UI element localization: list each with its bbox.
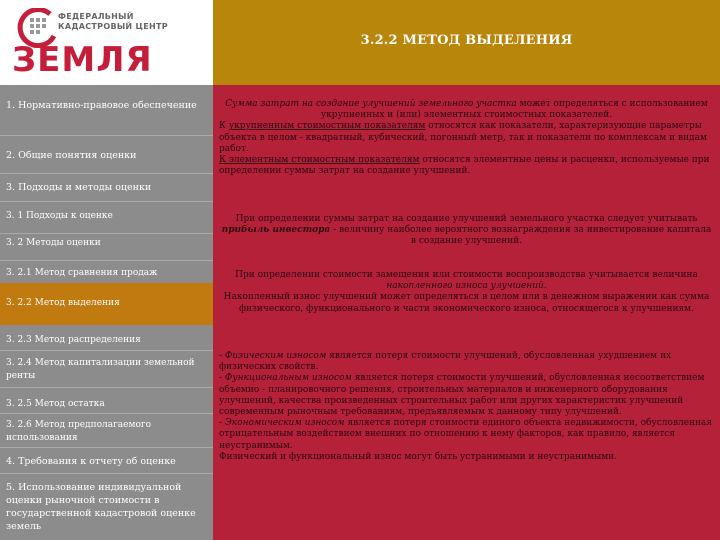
text: При определении стоимости замещения или стоимости воспроизводства учитывается величина bbox=[235, 270, 698, 280]
sidebar-item-label: 4. Требования к отчету об оценке bbox=[6, 456, 176, 467]
text: - величину наиболее вероятного вознаграждения за инвестирование капитала в создание улучшений. bbox=[330, 225, 712, 247]
sidebar-item-approaches-methods[interactable] bbox=[0, 181, 213, 194]
sidebar-divider bbox=[0, 173, 213, 174]
sidebar-item-label: 3. Подходы и методы оценки bbox=[6, 182, 152, 193]
text: может определяться с использованием укрупненных и (или) элементных стоимостных показателей. bbox=[320, 99, 708, 121]
paragraph-accumulated-depreciation bbox=[219, 270, 714, 315]
text: является потеря стоимости улучшений, обусловленная несоответствием объемно - планировочного решения, строительных материалов и инженерного оборудования улучшений, качества произведенных строительных работ или других характеристик улучшений современным рыночным требованиям, предъявляемым к данному типу улучшений. bbox=[219, 373, 705, 418]
term-element-indicators: К элементным стоимостным показателям bbox=[219, 155, 420, 166]
text: - bbox=[219, 373, 225, 384]
sidebar-item-report-requirements[interactable] bbox=[0, 455, 213, 468]
term-accumulated-depreciation: накопленного износа улучшений. bbox=[386, 281, 547, 292]
logo-line-1: ФЕДЕРАЛЬНЫЙ bbox=[58, 12, 134, 21]
sidebar-item-allocation[interactable] bbox=[0, 334, 213, 347]
term-functional-depreciation: Функциональным износом bbox=[224, 373, 352, 384]
sidebar-item-label: 3. 2.6 Метод предполагаемого использования bbox=[6, 420, 152, 443]
sidebar bbox=[0, 85, 213, 540]
logo-brand: ЗЕМЛЯ bbox=[12, 40, 153, 80]
paragraph-depreciation-types bbox=[219, 351, 714, 463]
sidebar-item-sales-comparison[interactable] bbox=[0, 267, 213, 280]
sidebar-divider bbox=[0, 201, 213, 202]
sidebar-item-legal[interactable] bbox=[0, 99, 213, 112]
term-aggregated-indicators: укрупненным стоимостным показателям bbox=[228, 121, 426, 132]
sidebar-item-label: 2. Общие понятия оценки bbox=[6, 150, 137, 161]
term-investor-profit: прибыль инвестора bbox=[221, 225, 331, 236]
sidebar-divider bbox=[0, 350, 213, 351]
sidebar-divider bbox=[0, 387, 213, 388]
paragraph-cost-indicators bbox=[219, 99, 714, 177]
text: - bbox=[219, 418, 225, 429]
content-panel bbox=[213, 85, 720, 540]
sidebar-item-label: 3. 2.4 Метод капитализации земельной ренты bbox=[6, 358, 195, 381]
sidebar-item-label: 3. 2.5 Метод остатка bbox=[6, 399, 105, 409]
sidebar-item-label: 3. 2 Методы оценки bbox=[6, 238, 101, 248]
logo-text bbox=[58, 12, 198, 32]
text: Накопленный износ улучшений может определяться в целом или в денежном выражении как сумма физического, функционального и части экономического износа, относящегося к улучшениям. bbox=[223, 292, 710, 314]
sidebar-item-label: 3. 1 Подходы к оценке bbox=[6, 211, 113, 221]
sidebar-item-extraction[interactable] bbox=[0, 283, 213, 325]
logo-line-2: КАДАСТРОВЫЙ ЦЕНТР bbox=[58, 22, 168, 31]
sidebar-item-label: 1. Нормативно-правовое обеспечение bbox=[6, 100, 197, 111]
term-improvement-cost: Сумма затрат на создание улучшений земельного участка bbox=[225, 99, 517, 109]
sidebar-divider bbox=[0, 473, 213, 474]
sidebar-divider bbox=[0, 413, 213, 414]
sidebar-item-cadastral-valuation[interactable] bbox=[0, 481, 213, 533]
sidebar-item-label: 3. 2.1 Метод сравнения продаж bbox=[6, 268, 158, 278]
text: К bbox=[219, 121, 229, 132]
sidebar-item-intended-use[interactable] bbox=[0, 419, 213, 445]
sidebar-item-methods[interactable] bbox=[0, 237, 213, 250]
sidebar-item-rent-capitalization[interactable] bbox=[0, 357, 213, 383]
sidebar-item-label: 5. Использование индивидуальной оценки рыночной стоимости в государственной кадастровой оценке земель bbox=[6, 482, 196, 532]
text: При определении суммы затрат на создание улучшений земельного участка следует учитывать bbox=[235, 214, 698, 224]
text: относятся элементные цены и расценки, используемые при определении суммы затрат на создание улучшений. bbox=[219, 155, 710, 177]
sidebar-divider bbox=[0, 447, 213, 448]
text: - bbox=[219, 351, 225, 361]
header-bar bbox=[213, 0, 720, 85]
sidebar-divider bbox=[0, 233, 213, 234]
sidebar-item-approaches[interactable] bbox=[0, 210, 213, 223]
sidebar-item-label: 3. 2.3 Метод распределения bbox=[6, 335, 141, 345]
text: Физический и функциональный износ могут быть устранимыми и неустранимыми. bbox=[219, 451, 618, 462]
text: является потеря стоимости единого объекта недвижимости, обусловленная отрицательным воздействием внешних по отношению к нему факторов, как правило, является неустранимым. bbox=[219, 418, 713, 451]
term-physical-depreciation: Физическим износом bbox=[224, 351, 327, 361]
sidebar-divider bbox=[0, 135, 213, 136]
term-economic-depreciation: Экономическим износом bbox=[224, 418, 345, 429]
sidebar-item-label: 3. 2.2 Метод выделения bbox=[6, 298, 120, 308]
sidebar-divider bbox=[0, 260, 213, 261]
text: является потеря стоимости улучшений, обусловленная ухудшением их физических свойств. bbox=[219, 351, 672, 373]
page-title: 3.2.2 МЕТОД ВЫДЕЛЕНИЯ bbox=[360, 33, 573, 48]
sidebar-item-concepts[interactable] bbox=[0, 149, 213, 162]
paragraph-investor-profit bbox=[219, 214, 714, 248]
sidebar-item-residual[interactable] bbox=[0, 398, 213, 411]
text: относятся как показатели, характеризующие параметры объекта в целом - квадратный, кубический, погонный метр, так и показатели по комплексам и видам работ. bbox=[219, 121, 707, 154]
logo bbox=[0, 0, 213, 85]
